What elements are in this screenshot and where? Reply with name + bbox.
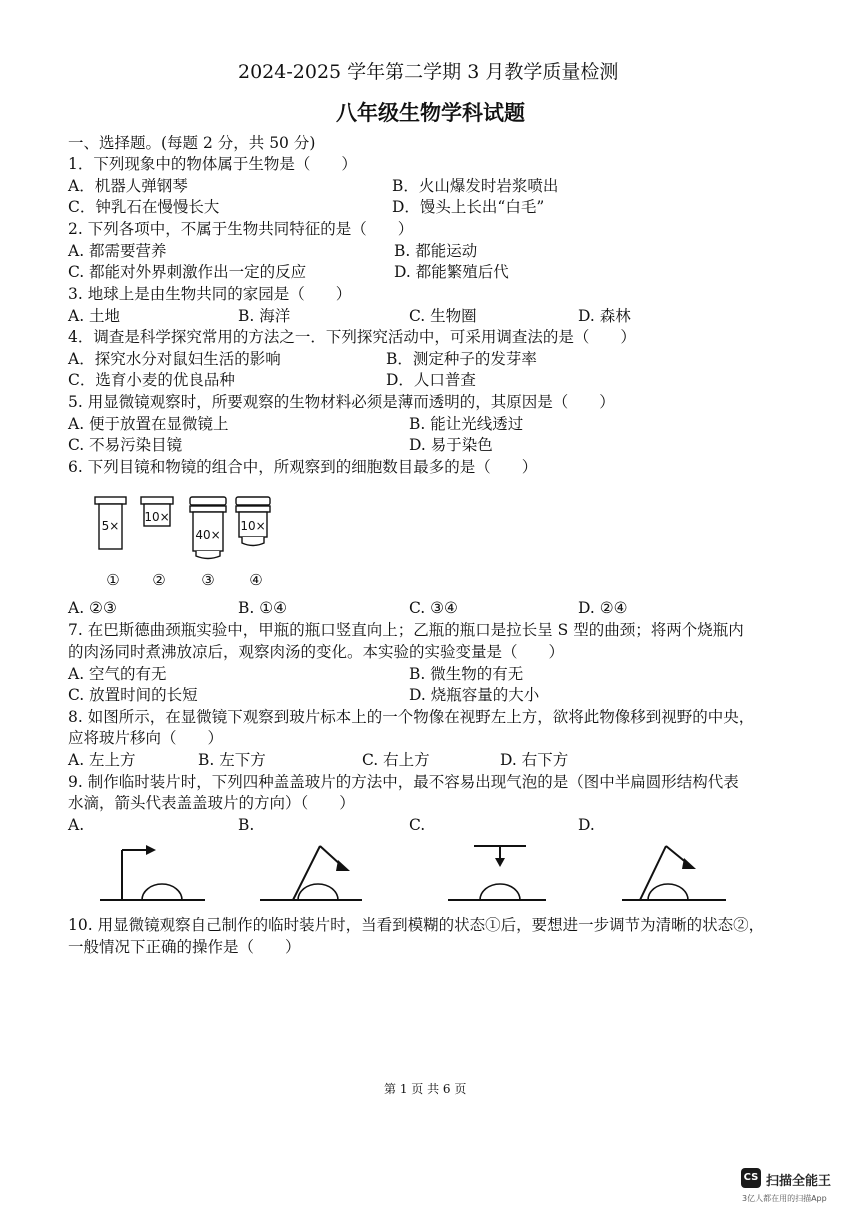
q1-option-c: C．钟乳石在慢慢长大: [68, 198, 220, 216]
q9-stem-line2: 水滴，箭头代表盖盖玻片的方向）（ ）: [68, 794, 355, 812]
q3-option-b: B. 海洋: [238, 307, 291, 325]
lens-1-label: 5×: [101, 519, 120, 533]
q8-option-c: C. 右上方: [362, 751, 430, 769]
q10-stem-line1: 10. 用显微镜观察自己制作的临时装片时，当看到模糊的状态①后，要想进一步调节为清晰的状态②，: [68, 916, 765, 934]
q7-stem-line1: 7. 在巴斯德曲颈瓶实验中，甲瓶的瓶口竖直向上；乙瓶的瓶口是拉长呈 S 型的曲颈；将两个烧瓶内: [68, 621, 744, 639]
scanner-app-name: 扫描全能王: [766, 1174, 832, 1189]
lens-4-number: ④: [249, 571, 263, 589]
lens-2-number: ②: [152, 571, 166, 589]
q3-option-a: A. 土地: [68, 307, 121, 325]
q8-option-b: B. 左下方: [198, 751, 266, 769]
lens-4-label: 10×: [240, 519, 266, 533]
eyepiece-5x-icon: [95, 497, 126, 549]
lens-3-label: 40×: [195, 528, 221, 542]
coverslip-method-a-icon: [100, 845, 205, 900]
objective-10x-icon: [236, 497, 270, 546]
q2-option-d: D. 都能繁殖后代: [394, 263, 509, 281]
q5-option-c: C. 不易污染目镜: [68, 436, 183, 454]
q6-option-d: D. ②④: [578, 599, 628, 617]
q3-option-c: C. 生物圈: [409, 307, 477, 325]
q9-stem-line1: 9. 制作临时装片时，下列四种盖盖玻片的方法中，最不容易出现气泡的是（图中半扁圆形结构代表: [68, 773, 739, 791]
scanner-logo-icon: CS: [741, 1168, 761, 1188]
q2-option-a: A. 都需要营养: [68, 242, 167, 260]
q2-stem: 2. 下列各项中，不属于生物共同特征的是（ ）: [68, 220, 414, 238]
q8-option-d: D. 右下方: [500, 751, 569, 769]
lens-2-label: 10×: [144, 510, 170, 524]
q3-option-d: D. 森林: [578, 307, 631, 325]
q4-option-a: A．探究水分对鼠妇生活的影响: [68, 350, 281, 368]
coverslip-method-c-icon: [448, 846, 546, 900]
q7-option-b: B. 微生物的有无: [409, 665, 524, 683]
q5-option-a: A. 便于放置在显微镜上: [68, 415, 229, 433]
q1-stem: 1．下列现象中的物体属于生物是（ ）: [68, 155, 357, 173]
q6-option-b: B. ①④: [238, 599, 288, 617]
q7-option-d: D. 烧瓶容量的大小: [409, 686, 540, 704]
q6-lens-figure: [90, 493, 290, 593]
exam-subtitle: 八年级生物学科试题: [336, 100, 525, 125]
objective-40x-icon: [190, 497, 226, 559]
q9-option-d: D.: [578, 816, 595, 834]
q1-option-b: B．火山爆发时岩浆喷出: [392, 177, 559, 195]
q8-stem-line2: 应将玻片移向（ ）: [68, 729, 224, 747]
q6-option-c: C. ③④: [409, 599, 458, 617]
q5-stem: 5. 用显微镜观察时，所要观察的生物材料必须是薄而透明的，其原因是（ ）: [68, 393, 615, 411]
q10-stem-line2: 一般情况下正确的操作是（ ）: [68, 938, 301, 956]
q8-option-a: A. 左上方: [68, 751, 136, 769]
coverslip-method-b-icon: [260, 846, 362, 900]
scanner-tagline: 3亿人都在用的扫描App: [742, 1194, 827, 1203]
section-heading: 一、选择题。(每题 2 分，共 50 分): [68, 134, 316, 152]
q6-option-a: A. ②③: [68, 599, 117, 617]
q8-stem-line1: 8. 如图所示，在显微镜下观察到玻片标本上的一个物像在视野左上方，欲将此物像移到视野的中央，: [68, 708, 755, 726]
page-footer: 第 1 页 共 6 页: [384, 1082, 467, 1096]
q2-option-b: B. 都能运动: [394, 242, 478, 260]
q2-option-c: C. 都能对外界刺激作出一定的反应: [68, 263, 307, 281]
q7-stem-line2: 的肉汤同时煮沸放凉后，观察肉汤的变化。本实验的实验变量是（ ）: [68, 643, 565, 661]
q1-option-a: A．机器人弹钢琴: [68, 177, 188, 195]
exam-title: 2024-2025 学年第二学期 3 月教学质量检测: [238, 61, 619, 83]
lens-3-number: ③: [201, 571, 215, 589]
q7-option-c: C. 放置时间的长短: [68, 686, 198, 704]
q9-option-a: A.: [68, 816, 85, 834]
q1-option-d: D．馒头上长出“白毛”: [392, 198, 545, 216]
q4-stem: 4．调查是科学探究常用的方法之一．下列探究活动中，可采用调查法的是（ ）: [68, 328, 636, 346]
lens-1-number: ①: [106, 571, 120, 589]
q9-option-b: B.: [238, 816, 255, 834]
q5-option-d: D. 易于染色: [409, 436, 493, 454]
eyepiece-10x-icon: [141, 497, 173, 526]
q4-option-d: D．人口普查: [386, 371, 476, 389]
q7-option-a: A. 空气的有无: [68, 665, 167, 683]
q9-coverslip-figures: [100, 838, 820, 908]
q3-stem: 3. 地球上是由生物共同的家园是（ ）: [68, 285, 352, 303]
q9-option-c: C.: [409, 816, 426, 834]
q4-option-b: B．测定种子的发芽率: [386, 350, 537, 368]
q5-option-b: B. 能让光线透过: [409, 415, 524, 433]
q6-stem: 6. 下列目镜和物镜的组合中，所观察到的细胞数目最多的是（ ）: [68, 458, 538, 476]
q4-option-c: C．选育小麦的优良品种: [68, 371, 235, 389]
coverslip-method-d-icon: [622, 846, 726, 900]
